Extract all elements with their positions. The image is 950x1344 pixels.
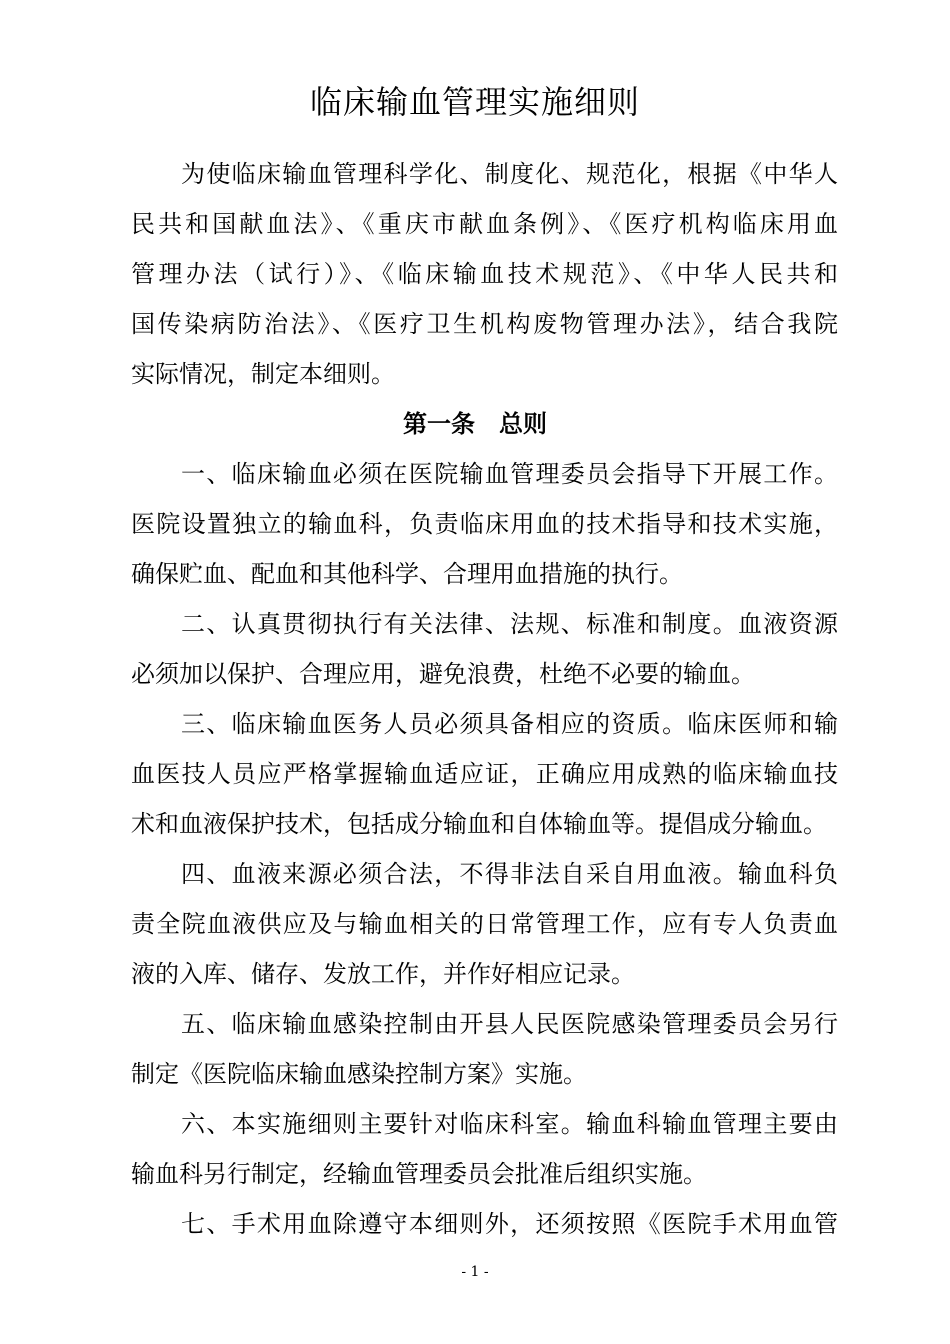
paragraph-line: 制定《医院临床输血感染控制方案》实施。 (131, 1060, 587, 1088)
intro-line: 国传染病防治法》、《医疗卫生机构废物管理办法》，结合我院 (131, 310, 838, 338)
paragraph-line: 责全院血液供应及与输血相关的日常管理工作，应有专人负责血 (131, 910, 838, 938)
paragraph-line: 输血科另行制定，经输血管理委员会批准后组织实施。 (131, 1160, 707, 1188)
intro-line: 为使临床输血管理科学化、制度化、规范化，根据《中华人 (181, 160, 838, 188)
paragraph-line: 一、临床输血必须在医院输血管理委员会指导下开展工作。 (181, 460, 838, 488)
document-title: 临床输血管理实施细则 (309, 83, 640, 121)
paragraph-line: 三、临床输血医务人员必须具备相应的资质。临床医师和输 (181, 710, 838, 738)
section-heading: 第一条 总则 (403, 410, 547, 438)
paragraph-line: 二、认真贯彻执行有关法律、法规、标准和制度。血液资源 (181, 610, 838, 638)
paragraph-line: 确保贮血、配血和其他科学、合理用血措施的执行。 (131, 560, 683, 588)
intro-line: 管理办法（试行）》、《临床输血技术规范》、《中华人民共和 (131, 260, 838, 288)
intro-line: 实际情况，制定本细则。 (131, 360, 395, 388)
paragraph-line: 七、手术用血除遵守本细则外，还须按照《医院手术用血管 (181, 1210, 838, 1238)
paragraph-line: 医院设置独立的输血科，负责临床用血的技术指导和技术实施， (131, 510, 838, 538)
paragraph-line: 液的入库、储存、发放工作，并作好相应记录。 (131, 960, 635, 988)
paragraph-line: 必须加以保护、合理应用，避免浪费，杜绝不必要的输血。 (131, 660, 755, 688)
paragraph-line: 五、临床输血感染控制由开县人民医院感染管理委员会另行 (181, 1010, 838, 1038)
paragraph-line: 四、血液来源必须合法，不得非法自采自用血液。输血科负 (181, 860, 838, 888)
paragraph-line: 六、本实施细则主要针对临床科室。输血科输血管理主要由 (181, 1110, 838, 1138)
paragraph-line: 术和血液保护技术，包括成分输血和自体输血等。提倡成分输血。 (131, 810, 827, 838)
intro-line: 民共和国献血法》、《重庆市献血条例》、《医疗机构临床用血 (131, 210, 838, 238)
paragraph-line: 血医技人员应严格掌握输血适应证，正确应用成熟的临床输血技 (131, 760, 838, 788)
page-number: - 1 - (461, 1264, 489, 1280)
